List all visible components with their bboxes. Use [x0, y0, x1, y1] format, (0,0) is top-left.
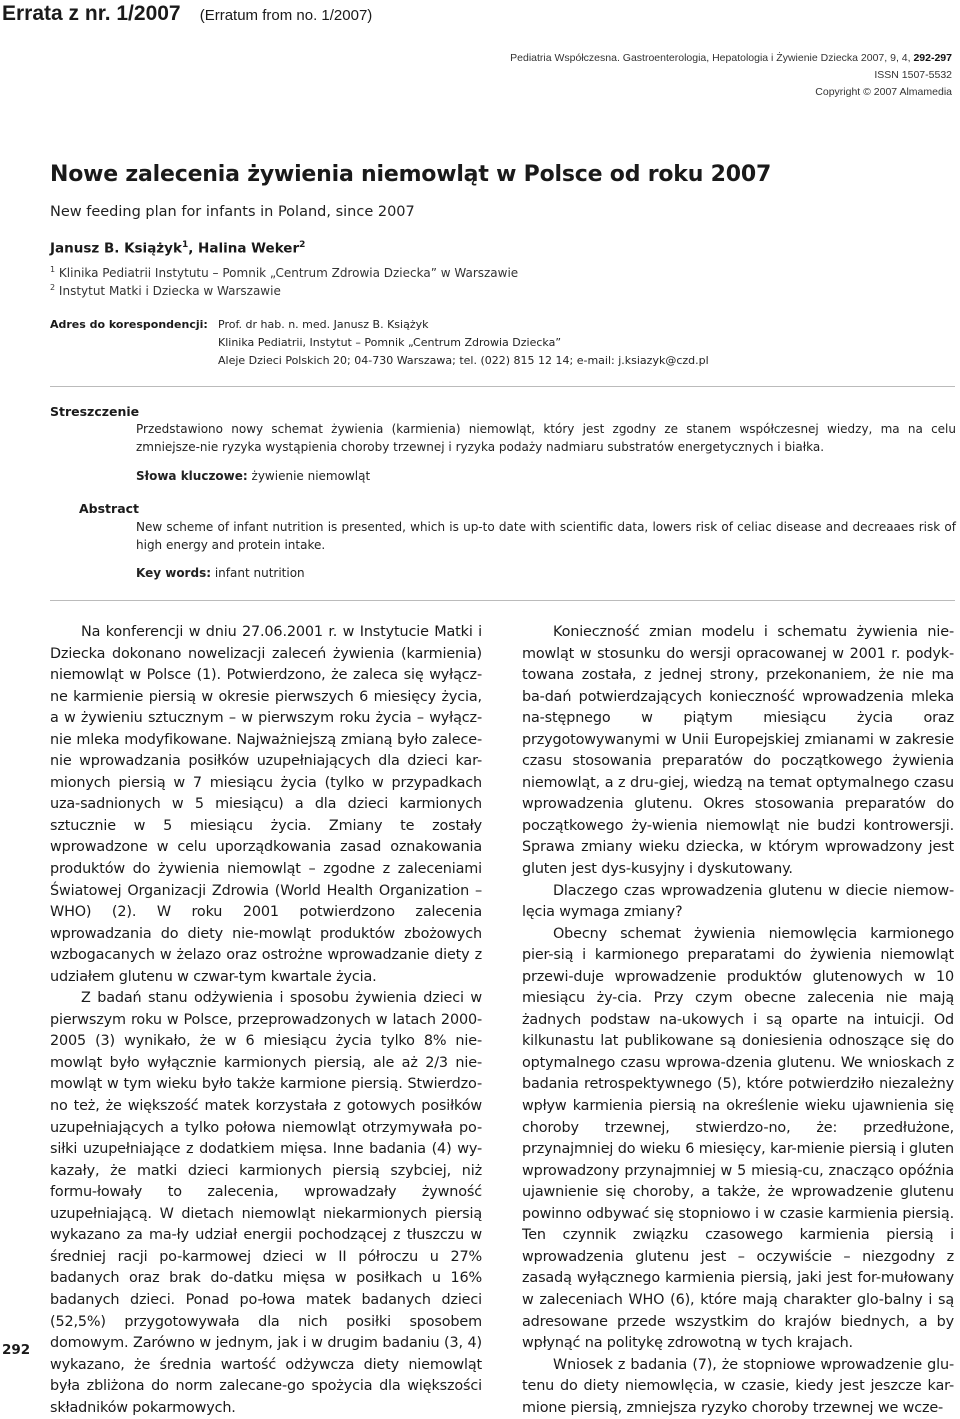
abstract-keywords-value: infant nutrition [214, 566, 305, 580]
body-paragraph: Z badań stanu odżywienia i sposobu żywienia dzieci w pierwszym roku w Polsce, przeprowadzonych w latach 2000-2005 (3) wynikało, że w 6 miesiącu życia tylko 8% nie-mowląt było wyłącznie karmionych piersią, ale aż 2/3 nie-mowląt w tym wieku było także karmione piersią. Stwierdzo-no też, że większość matek korzystała z gotowych posiłków uzupełniających a tylko połowa niemowląt otrzymywała po-siłki uzupełniające z dodatkiem mięsa. Inne badania (4) wy-kazały, że matki dzieci karmionych piersią szybciej, niż formu-łowały to zalecenia, wprowadzały żywność uzupełniającą. W dietach niemowląt niekarmionych piersią wykazano za ma-ły udział energii pochodzącej z tłuszczu w średniej racji po-karmowej dzieci w II półroczu u 27% badanych oraz brak do-datku mięsa w posiłkach u 16% badanych dzieci. Ponad po-łowa matek badanych dzieci (52,5%) przygotowywała dla nich posiłki sposobem domowym. Zarówno w jednym, jak i w drugim badaniu (3, 4) wykazano, że średnia wartość odżywcza diety niemowląt była zbliżona do norm zalecane-go spożycia dla większości składników pokarmowych. [50, 990, 482, 1416]
body-column-right [522, 622, 954, 1419]
body-paragraph: Na konferencji w dniu 27.06.2001 r. w Instytucie Matki i Dziecka dokonano nowelizacji zaleceń żywienia (karmienia) niemowląt w Polsce (1). Potwierdzono, że zaleca się wyłącz-ne karmienie piersią w okresie pierwszych 6 miesięcy życia, a w żywieniu sztucznym – w pierwszym roku życia – wyłącz-nie mleka modyfikowane. Najważniejszą zmianą było zalece-nie wprowadzania posiłków uzupełniających dla dzieci kar-mionych piersią w 7 miesiącu życia (tylko w przypadkach uza-sadnionych w 5 miesiącu) a dla dzieci karmionych sztucznie w 5 miesiącu życia. Zmiany te zostały wprowadzone w celu uporządkowania zasad oznakowania produktów do żywienia niemowląt – zgodne z zaleceniami Światowej Organizacji Zdrowia (World Health Organization – WHO) (2). W roku 2001 potwierdzono zalecenia wprowadzania do diety nie-mowląt produktów zbożowych wzbogacanych w żelazo oraz ostrożne wprowadzanie diety z udziałem glutenu w czwar-tym kwartale życia. [50, 624, 482, 985]
abstract-keywords [136, 566, 305, 580]
summary-label: Streszczenie [50, 404, 140, 419]
errata-title: Errata z nr. 1/2007 [2, 2, 181, 25]
body-paragraph: Dlaczego czas wprowadzenia glutenu w diecie niemow-lęcia wymaga zmiany? [522, 882, 954, 921]
author-name: Janusz B. Książyk [50, 240, 182, 257]
body-paragraph: Obecny schemat żywienia niemowlęcia karmionego pier-sią i karmionego preparatami do żywienia niemowląt przewi-duje wprowadzenie produktów glutenowych w 10 miesiącu ży-cia. Przy czym obecne zalecenia nie mają żadnych podstaw na-ukowych i są oparte na intuicji. Od kilkunastu lat publikowane są doniesienia odnoszące się do optymalnego czasu wprowa-dzenia glutenu. We wnioskach z badania retrospektywnego (5), które potwierdziło niezależny wpływ karmienia piersią na określenie wieku ujawnienia się choroby trzewnej, stwierdzo-no, że: przedłużone, przynajmniej do wieku 6 miesięcy, kar-mienie piersią i gluten wprowadzony przynajmniej w 5 miesią-cu, znacząco opóźnia ujawnienie się choroby, a także, że wprowadzenie glutenu powinno odbywać się stopniowo i w czasie karmienia piersią. Ten czynnik związku czasowego karmienia piersią i wprowadzenia glutenu jest – oczywiście – niezgodny z zasadą wyłącznego karmienia piersią, jaki jest for-mułowany w zaleceniach WHO (6), które mają charakter glo-balny i są adresowane przede wszystkim do krajów biednych, a by wpłynąć na politykę zdrowotną w tych krajach. [522, 925, 954, 1352]
journal-info [332, 50, 952, 101]
author-affiliation-marker: 1 [181, 240, 189, 250]
journal-citation: Pediatria Współczesna. Gastroenterologia, Hepatologia i Żywienie Dziecka 2007, 9, 4, 292-297 [510, 52, 952, 64]
errata-header [2, 2, 372, 26]
correspondence-label: Adres do korespondencji: [50, 318, 208, 331]
body-paragraph: Wniosek z badania (7), że stopniowe wprowadzenie glu-tenu do diety niemowlęcia, w czasie, kiedy jest jeszcze kar-mione piersią, zmniejsza ryzyko choroby trzewnej we wcze- [522, 1356, 954, 1416]
author-list [50, 240, 305, 257]
journal-pages: 292-297 [913, 52, 952, 64]
correspondence-line: Prof. dr hab. n. med. Janusz B. Książyk [218, 318, 429, 331]
correspondence-line: Aleje Dzieci Polskich 20; 04-730 Warszawa; tel. (022) 815 12 14; e-mail: j.ksiazyk@czd.pl [218, 354, 709, 367]
abstract-label: Abstract [79, 501, 140, 516]
page-number: 292 [2, 1342, 31, 1358]
journal-copyright: Copyright © 2007 Almamedia [815, 86, 952, 98]
abstract-text: New scheme of infant nutrition is presented, which is up-to date with scientific data, lowers risk of celiac disease and decreaaes risk of high energy and protein intake. [136, 520, 956, 552]
errata-subtitle: (Erratum from no. 1/2007) [199, 7, 373, 24]
body-paragraph: Konieczność zmian modelu i schematu żywienia nie-mowląt w stosunku do wersji opracowanej w 2001 r. podyk-towana została, z jednej strony, przekonaniem, że nie ma ba-dań potwierdzających konieczność wprowadzenia mleka na-stępnego w piątym miesiącu życia oraz przygotowywanymi w Unii Europejskiej zmianami w zakresie czasu stosowania preparatów do początkowego żywienia niemowląt, a z dru-giej, wiedzą na temat optymalnego czasu wprowadzenia glutenu. Okres stosowania preparatów do początkowego ży-wienia niemowląt nie budzi kontrowersji. Sprawa zmiany wieku dziecka, w którym wprowadzony jest gluten jest dys-kusyjny i dyskutowany. [522, 624, 954, 878]
author-separator: , [188, 240, 199, 257]
divider [50, 600, 955, 601]
article-title-pl: Nowe zalecenia żywienia niemowląt w Polsce od roku 2007 [50, 162, 772, 187]
author-name: Halina Weker [198, 240, 300, 257]
affiliation: $^1$ Klinika Pediatrii Instytutu – Pomnik „Centrum Zdrowia Dziecka” w Warszawie [50, 265, 519, 280]
article-title-en: New feeding plan for infants in Poland, since 2007 [50, 204, 415, 220]
summary-keywords-value: żywienie niemowląt [251, 469, 371, 483]
divider [50, 386, 955, 387]
correspondence-line: Klinika Pediatrii, Instytut – Pomnik „Centrum Zdrowia Dziecka” [218, 336, 562, 349]
author-affiliation-marker: 2 [299, 240, 306, 250]
journal-issn: ISSN 1507-5532 [874, 69, 952, 81]
affiliation: $^2$ Instytut Matki i Dziecka w Warszawie [50, 283, 281, 298]
body-column-left [50, 622, 482, 1419]
summary-text: Przedstawiono nowy schemat żywienia (karmienia) niemowląt, który jest zgodny ze stanem współczesnej wiedzy, ma na celu zmniejsze-nie ryzyka wystąpienia choroby trzewnej i ryzyka podaży nadmiaru substratów energetycznych i białka. [136, 422, 956, 454]
abstract-keywords-label: Key words: [136, 566, 212, 580]
summary-keywords-label: Słowa kluczowe: [136, 469, 248, 483]
summary-keywords [136, 469, 370, 483]
